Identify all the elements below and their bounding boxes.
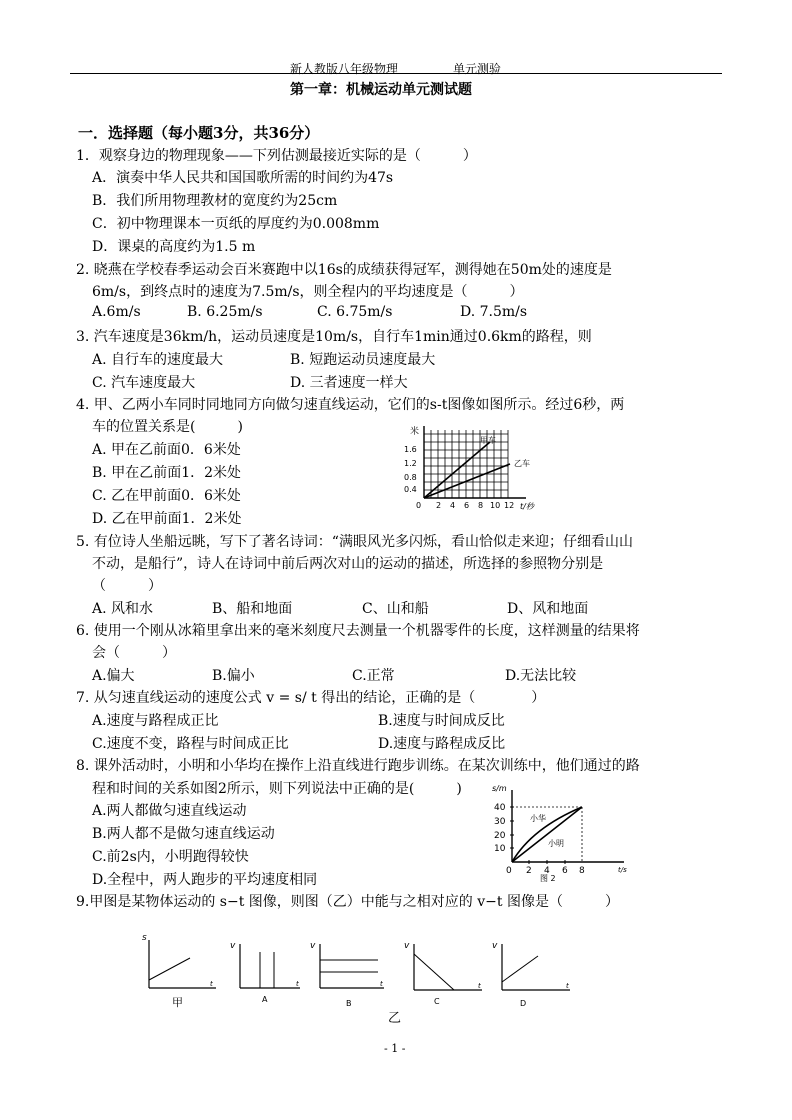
q7-option-d: D.速度与路程成反比 [378,736,506,752]
q9-graph-a [230,941,300,1004]
q9-a-v-label: v [230,941,236,951]
q8-origin: 0 [506,866,512,876]
q8-ytick-1: 40 [494,803,506,813]
q3-option-b: B. 短跑运动员速度最大 [290,352,436,368]
question-7: 7. 从匀速直线运动的速度公式 v = s/ t 得出的结论，正确的是（ ） [76,690,546,706]
q9-jia-s-label: s [142,933,147,943]
q9-graph-c [404,941,482,1006]
q4-option-b: B. 甲在乙前面1．2米处 [92,465,242,481]
q4-label-yi: 乙车 [514,459,530,468]
q2-option-d: D. 7.5m/s [460,304,528,320]
q9-c-label: C [434,997,440,1006]
q1-option-b: B．我们所用物理教材的宽度约为25cm [92,193,338,209]
header-rule [70,73,722,74]
question-8-line1: 8. 课外活动时，小明和小华均在操作上沿直线进行跑步训练。在某次训练中，他们通过的路 [76,758,640,774]
q8-option-a: A.两人都做匀速直线运动 [92,803,247,819]
q9-graph-d [492,941,570,1008]
q8-option-d: D.全程中，两人跑步的平均速度相同 [92,872,318,888]
q4-ytick-2: 1.2 [404,459,417,468]
header-book-title: 新人教版八年级物理 [290,62,399,76]
header-unit-label: 单元测验 [453,62,502,76]
q1-option-a: A．演奏中华人民共和国国歌所需的时间约为47s [92,170,394,186]
q9-b-v-label: v [310,941,316,951]
q2-option-b: B. 6.25m/s [187,304,263,320]
q8-xtick-2: 4 [544,866,550,876]
q9-b-label: B [346,999,352,1008]
q8-xtick-3: 6 [562,866,568,876]
question-6-line2: 会（ ） [92,645,176,661]
q8-st-graph [484,780,636,882]
q8-ytick-3: 20 [494,831,506,841]
question-2-line2: 6m/s，到终点时的速度为7.5m/s，则全程内的平均速度是（ ） [92,284,524,300]
q5-option-b: B、船和地面 [212,601,293,617]
q8-label-xiaoming: 小明 [548,839,564,848]
q1-option-d: D．课桌的高度约为1.5 m [92,239,256,255]
q4-xtick-4: 8 [478,501,484,510]
q9-d-v-label: v [492,941,498,951]
q3-option-c: C. 汽车速度最大 [92,375,196,391]
q4-origin: 0 [416,501,422,510]
question-8-line2: 程和时间的关系如图2所示，则下列说法中正确的是( ) [92,781,462,797]
question-3: 3. 汽车速度是36km/h，运动员速度是10m/s，自行车1min通过0.6km的路程，则 [76,329,592,345]
q9-jia-t-label: t [210,980,213,988]
q8-caption: 图 2 [540,874,556,882]
q4-xtick-3: 6 [464,501,470,510]
q9-d-label: D [520,999,527,1008]
q9-yi-label: 乙 [388,1011,402,1026]
q6-option-a: A.偏大 [92,668,135,684]
question-6-line1: 6. 使用一个刚从冰箱里拿出来的毫米刻度尺去测量一个机器零件的长度，这样测量的结果将 [76,623,640,639]
question-5-line3: （ ） [92,578,162,594]
q4-ytick-1: 1.6 [404,445,417,454]
q4-xtick-2: 4 [450,501,456,510]
q4-option-d: D. 乙在甲前面1．2米处 [92,511,242,527]
q9-graph-b [310,941,384,1008]
q8-line-xiaoming [512,807,582,862]
q1-option-c: C．初中物理课本一页纸的厚度约为0.008mm [92,216,380,232]
q9-c-t-label: t [478,982,481,990]
q4-y-label: 米 [410,427,420,437]
q5-option-c: C、山和船 [362,601,429,617]
q8-y-label: s/m [492,784,507,793]
q2-option-c: C. 6.75m/s [317,304,393,320]
q9-jia-label: 甲 [172,996,183,1009]
q8-option-b: B.两人都不是做匀速直线运动 [92,826,275,842]
q6-option-b: B.偏小 [212,668,255,684]
question-5-line1: 5. 有位诗人坐船远眺，写下了著名诗词：“满眼风光多闪烁，看山恰似走来迎；仔细看山山 [76,534,633,550]
q9-b-t-label: t [380,980,383,988]
question-2-line1: 2. 晓燕在学校春季运动会百米赛跑中以16s的成绩获得冠军，测得她在50m处的速度是 [76,262,612,278]
page-number: - 1 - [384,1042,406,1055]
q7-option-b: B.速度与时间成反比 [378,713,505,729]
q8-ytick-2: 30 [494,817,506,827]
q7-option-a: A.速度与路程成正比 [92,713,219,729]
q6-option-d: D.无法比较 [505,668,577,684]
q4-option-a: A. 甲在乙前面0．6米处 [92,442,241,458]
q9-a-t-label: t [296,980,299,988]
page-title: 第一章：机械运动单元测试题 [290,82,472,98]
q2-option-a: A.6m/s [92,304,141,320]
q4-label-jia: 甲车 [480,436,496,445]
question-1: 1．观察身边的物理现象——下列估测最接近实际的是（ ） [76,148,477,164]
q8-ytick-4: 10 [494,844,506,854]
q7-option-c: C.速度不变，路程与时间成正比 [92,736,289,752]
q6-option-c: C.正常 [352,668,395,684]
q4-ytick-3: 0.8 [404,473,417,482]
q4-st-graph [400,422,580,514]
question-4-line2: 车的位置关系是( ) [92,419,243,435]
q8-option-c: C.前2s内，小明跑得较快 [92,849,249,865]
q9-a-label: A [262,995,268,1004]
question-5-line2: 不动，是船行”，诗人在诗词中前后两次对山的运动的描述，所选择的参照物分别是 [92,556,604,572]
q4-line-yi [424,464,510,498]
q3-option-a: A. 自行车的速度最大 [92,352,224,368]
q5-option-d: D、风和地面 [507,601,589,617]
q9-d-t-label: t [566,982,569,990]
q8-xtick-1: 2 [526,866,532,876]
q8-label-xiaohua: 小华 [530,814,546,823]
q8-xtick-4: 8 [579,866,585,876]
question-9: 9.甲图是某物体运动的 s−t 图像，则图（乙）中能与之相对应的 v−t 图像是（ ） [76,894,619,910]
q4-option-c: C. 乙在甲前面0．6米处 [92,488,241,504]
q9-graph-jia [142,933,216,1009]
q4-xtick-1: 2 [436,501,442,510]
q4-ytick-4: 0.4 [404,485,417,494]
question-4-line1: 4. 甲、乙两小车同时同地同方向做匀速直线运动，它们的s-t图像如图所示。经过6秒，两 [76,397,625,413]
q4-xtick-6: 12 [504,501,515,510]
section-heading: 一．选择题（每小题3分，共36分） [78,124,320,142]
q9-c-v-label: v [404,941,410,951]
q4-x-label: t/秒 [520,502,534,511]
q8-x-label: t/s [618,866,627,874]
q5-option-a: A. 风和水 [92,601,154,617]
q4-xtick-5: 10 [490,501,501,510]
q3-option-d: D. 三者速度一样大 [290,375,408,391]
q9-figure [134,926,584,1026]
